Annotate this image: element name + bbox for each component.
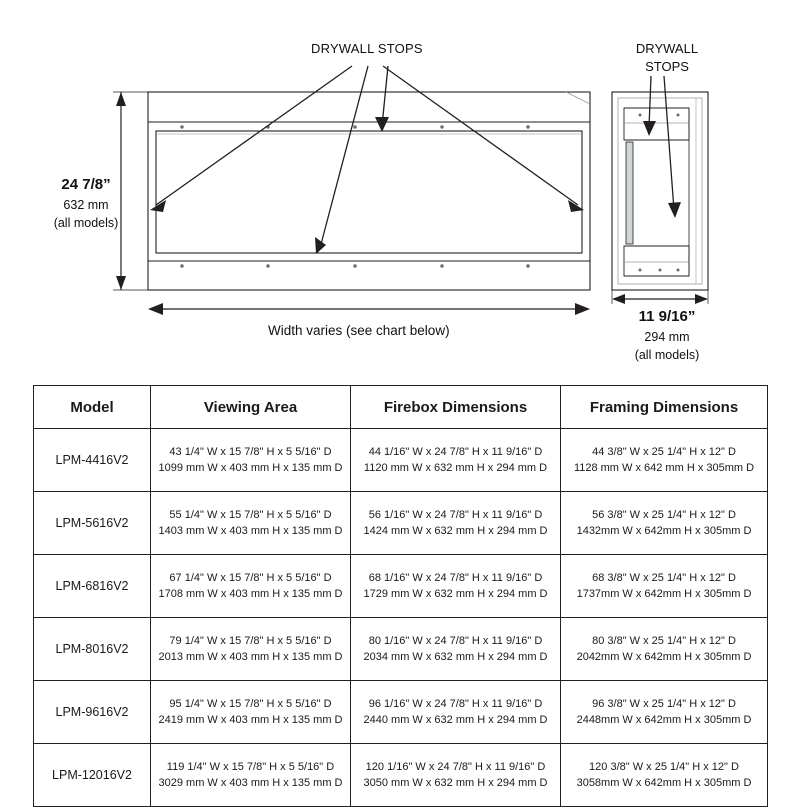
cell-framing-dimensions — [561, 681, 768, 744]
column-header-firebox-dimensions: Firebox Dimensions — [351, 386, 561, 429]
cell-framing-dimensions — [561, 555, 768, 618]
cell-firebox-dimensions — [351, 492, 561, 555]
column-header-model: Model — [34, 386, 151, 429]
overall-depth-dimension-label — [612, 306, 722, 364]
cell-firebox-dimensions — [351, 618, 561, 681]
drywall-stops-label-right: DRYWALL STOPS — [635, 41, 699, 74]
viewing-area-inches: 79 1/4" W x 15 7/8" H x 5 5/16" D — [169, 634, 332, 647]
cell-firebox-dimensions — [351, 429, 561, 492]
firebox-inches: 80 1/16" W x 24 7/8" H x 11 9/16" D — [368, 634, 543, 647]
framing-mm: 2042mm W x 642mm H x 305mm D — [576, 651, 752, 663]
framing-mm: 1128 mm W x 642 mm H x 305mm D — [573, 462, 755, 474]
cell-model: LPM-9616V2 — [34, 681, 151, 744]
cell-firebox-dimensions — [351, 744, 561, 807]
cell-viewing-area — [151, 492, 351, 555]
side-view-glass-panel — [626, 142, 633, 244]
firebox-inches: 96 1/16" W x 24 7/8" H x 11 9/16" D — [368, 697, 543, 710]
height-note: (all models) — [53, 215, 119, 230]
framing-mm: 1432mm W x 642mm H x 305mm D — [576, 525, 752, 537]
cell-framing-dimensions — [561, 618, 768, 681]
column-header-framing-dimensions: Framing Dimensions — [561, 386, 768, 429]
table-row — [34, 744, 768, 807]
cell-viewing-area — [151, 744, 351, 807]
framing-mm: 2448mm W x 642mm H x 305mm D — [576, 714, 752, 726]
cell-framing-dimensions — [561, 744, 768, 807]
cell-viewing-area — [151, 681, 351, 744]
overall-width-dimension-label: Width varies (see chart below) — [268, 323, 450, 338]
viewing-area-mm: 1403 mm W x 403 mm H x 135 mm D — [158, 525, 343, 537]
drywall-stops-label-left: DRYWALL STOPS — [311, 41, 423, 56]
cell-viewing-area — [151, 555, 351, 618]
overall-height-dimension-label — [40, 174, 132, 232]
cell-viewing-area — [151, 429, 351, 492]
height-metric: 632 mm — [63, 197, 109, 212]
firebox-mm: 2034 mm W x 632 mm H x 294 mm D — [363, 651, 548, 663]
framing-inches: 56 3/8" W x 25 1/4" H x 12" D — [592, 508, 736, 521]
framing-inches: 96 3/8" W x 25 1/4" H x 12" D — [592, 697, 736, 710]
front-view-opening — [156, 131, 582, 253]
viewing-area-inches: 43 1/4" W x 15 7/8" H x 5 5/16" D — [169, 445, 332, 458]
cell-firebox-dimensions — [351, 681, 561, 744]
viewing-area-mm: 3029 mm W x 403 mm H x 135 mm D — [158, 777, 343, 789]
viewing-area-inches: 119 1/4" W x 15 7/8" H x 5 5/16" D — [166, 760, 335, 773]
table-row — [34, 555, 768, 618]
depth-dimension-line — [612, 290, 708, 304]
viewing-area-mm: 1708 mm W x 403 mm H x 135 mm D — [158, 588, 343, 600]
cell-framing-dimensions — [561, 492, 768, 555]
firebox-inches: 120 1/16" W x 24 7/8" H x 11 9/16" D — [365, 760, 546, 773]
table-row — [34, 492, 768, 555]
framing-inches: 68 3/8" W x 25 1/4" H x 12" D — [592, 571, 736, 584]
firebox-inches: 44 1/16" W x 24 7/8" H x 11 9/16" D — [368, 445, 543, 458]
specifications-table — [33, 385, 768, 807]
firebox-mm: 3050 mm W x 632 mm H x 294 mm D — [363, 777, 548, 789]
leader-arrowheads — [150, 117, 584, 254]
leader-lines-drywall-stops — [156, 66, 578, 248]
firebox-inches: 68 1/16" W x 24 7/8" H x 11 9/16" D — [368, 571, 543, 584]
firebox-mm: 1120 mm W x 632 mm H x 294 mm D — [363, 462, 548, 474]
front-view-fasteners — [180, 125, 529, 267]
height-value: 24 7/8” — [61, 176, 111, 193]
cell-firebox-dimensions — [351, 555, 561, 618]
framing-inches: 44 3/8" W x 25 1/4" H x 12" D — [592, 445, 736, 458]
cell-model: LPM-8016V2 — [34, 618, 151, 681]
cell-model: LPM-4416V2 — [34, 429, 151, 492]
depth-value: 11 9/16” — [638, 308, 696, 325]
cell-framing-dimensions — [561, 429, 768, 492]
viewing-area-mm: 2013 mm W x 403 mm H x 135 mm D — [158, 651, 343, 663]
leader-lines-drywall-stops-side — [649, 76, 674, 210]
viewing-area-inches: 95 1/4" W x 15 7/8" H x 5 5/16" D — [169, 697, 332, 710]
table-row — [34, 681, 768, 744]
cell-model: LPM-12016V2 — [34, 744, 151, 807]
depth-metric: 294 mm — [644, 329, 690, 344]
cell-viewing-area — [151, 618, 351, 681]
firebox-mm: 1424 mm W x 632 mm H x 294 mm D — [363, 525, 548, 537]
viewing-area-inches: 55 1/4" W x 15 7/8" H x 5 5/16" D — [169, 508, 332, 521]
viewing-area-mm: 1099 mm W x 403 mm H x 135 mm D — [158, 462, 343, 474]
table-row — [34, 429, 768, 492]
table-row — [34, 618, 768, 681]
viewing-area-inches: 67 1/4" W x 15 7/8" H x 5 5/16" D — [169, 571, 332, 584]
column-header-viewing-area: Viewing Area — [151, 386, 351, 429]
leader-arrowheads-side — [643, 121, 681, 218]
viewing-area-mm: 2419 mm W x 403 mm H x 135 mm D — [158, 714, 343, 726]
fireplace-dimension-diagram — [0, 0, 800, 380]
framing-inches: 80 3/8" W x 25 1/4" H x 12" D — [592, 634, 736, 647]
framing-mm: 3058mm W x 642mm H x 305mm D — [576, 777, 752, 789]
cell-model: LPM-5616V2 — [34, 492, 151, 555]
firebox-inches: 56 1/16" W x 24 7/8" H x 11 9/16" D — [368, 508, 543, 521]
firebox-mm: 1729 mm W x 632 mm H x 294 mm D — [363, 588, 548, 600]
firebox-mm: 2440 mm W x 632 mm H x 294 mm D — [363, 714, 548, 726]
framing-mm: 1737mm W x 642mm H x 305mm D — [576, 588, 752, 600]
depth-note: (all models) — [634, 347, 700, 362]
cell-model: LPM-6816V2 — [34, 555, 151, 618]
framing-inches: 120 3/8" W x 25 1/4" H x 12" D — [589, 760, 739, 773]
table-header-row — [34, 386, 768, 429]
